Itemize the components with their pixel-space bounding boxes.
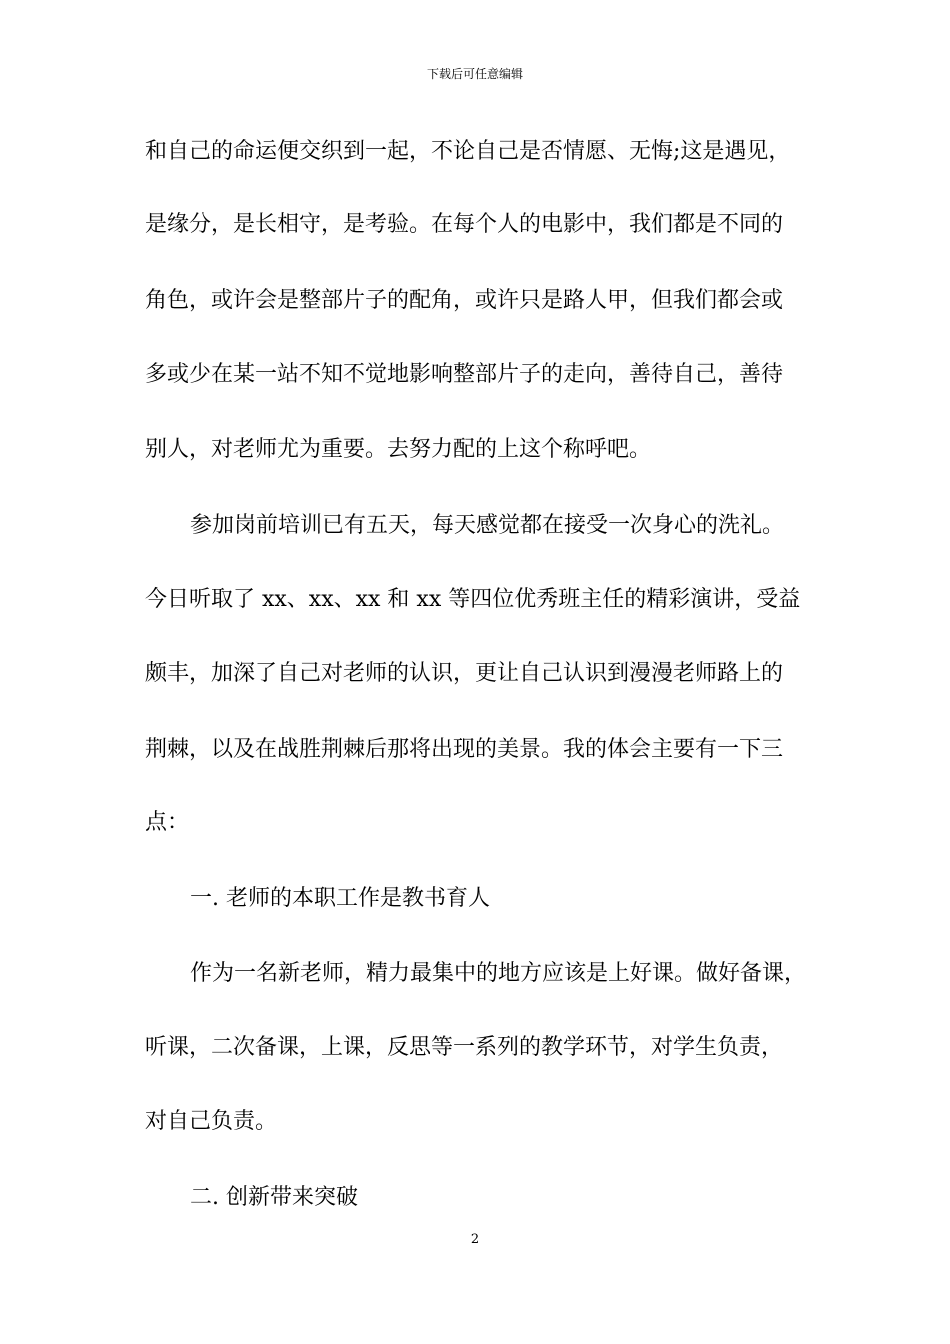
page-number: 2 xyxy=(470,1232,480,1247)
body-line: 角色，或许会是整部片子的配角，或许只是路人甲，但我们都会或 xyxy=(145,288,784,313)
body-line: 参加岗前培训已有五天，每天感觉都在接受一次身心的洗礼。 xyxy=(190,513,785,538)
body-line: 多或少在某一站不知不觉地影响整部片子的走向，善待自己，善待 xyxy=(145,362,784,387)
body-line: 荆棘，以及在战胜荆棘后那将出现的美景。我的体会主要有一下三 xyxy=(145,737,784,762)
body-line: 别人，对老师尤为重要。去努力配的上这个称呼吧。 xyxy=(145,437,652,462)
header-note: 下载后可任意编辑 xyxy=(426,67,523,81)
section-heading: 二. 创新带来突破 xyxy=(190,1185,358,1210)
body-line: 对自己负责。 xyxy=(145,1109,278,1134)
body-line: 颇丰，加深了自己对老师的认识，更让自己认识到漫漫老师路上的 xyxy=(145,661,784,686)
section-heading: 一. 老师的本职工作是教书育人 xyxy=(190,886,490,911)
body-line: 作为一名新老师，精力最集中的地方应该是上好课。做好备课， xyxy=(190,961,807,986)
body-line: 今日听取了 xx、xx、xx 和 xx 等四位优秀班主任的精彩演讲，受益 xyxy=(145,587,801,612)
body-line: 点： xyxy=(145,810,190,835)
body-line: 和自己的命运便交织到一起，不论自己是否情愿、无悔;这是遇见， xyxy=(145,139,791,164)
body-line: 听课，二次备课，上课，反思等一系列的教学环节，对学生负责， xyxy=(145,1035,784,1060)
body-line: 是缘分，是长相守，是考验。在每个人的电影中，我们都是不同的 xyxy=(145,212,784,237)
